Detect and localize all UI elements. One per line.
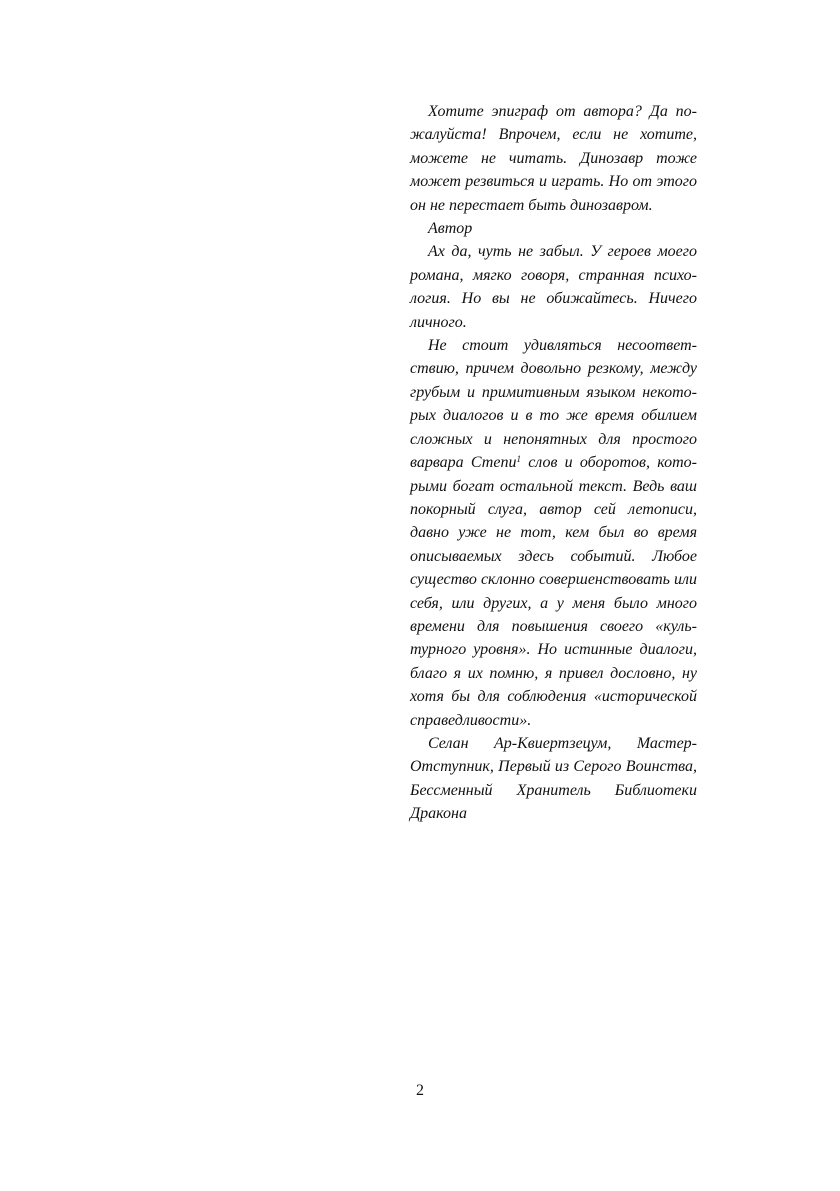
page-number: 2 xyxy=(416,1082,424,1099)
epigraph-paragraph xyxy=(410,334,697,732)
epigraph-paragraph: Хотите эпиграф от автора? Да пожалуйста! Впрочем, если не хотите, можете не читать. Динозавр тоже может резвиться и играть. Но от этого он не перестает быть динозавром. xyxy=(410,103,697,214)
epigraph-attribution: Селан Ар-Квиертзецум, Мастер-Отступник, Первый из Серого Воинства, Бессменный Хранитель Библиотеки Дракона xyxy=(410,734,697,823)
epigraph-paragraph: Ах да, чуть не забыл. У героев моего романа, мягко говоря, странная психология. Но вы не обижайтесь. Ничего личного. xyxy=(410,243,697,331)
author-epigraph xyxy=(410,100,697,826)
paragraph-text: Не стоит удивляться несоответствию, причем довольно резкому, между грубым и примитивным языком некоторых диалогов и в то же время обилием сложных и непонятных для простого варвара Степи xyxy=(410,337,697,472)
paragraph-text: слов и оборотов, которыми богат остальной текст. Ведь ваш покорный слуга, автор сей летописи, давно уже не тот, кем был во время описываемых здесь событий. Любое существо склонно совершенствовать или себя, или других, а у меня было много времени для повышения своего «культурного уровня». Но истинные диалоги, благо я их помню, я привел дословно, ну хотя бы для соблюдения «исторической справедливости». xyxy=(410,454,697,729)
epigraph-signature: Автор xyxy=(428,220,473,238)
footnote-marker[interactable]: 1 xyxy=(516,454,521,465)
